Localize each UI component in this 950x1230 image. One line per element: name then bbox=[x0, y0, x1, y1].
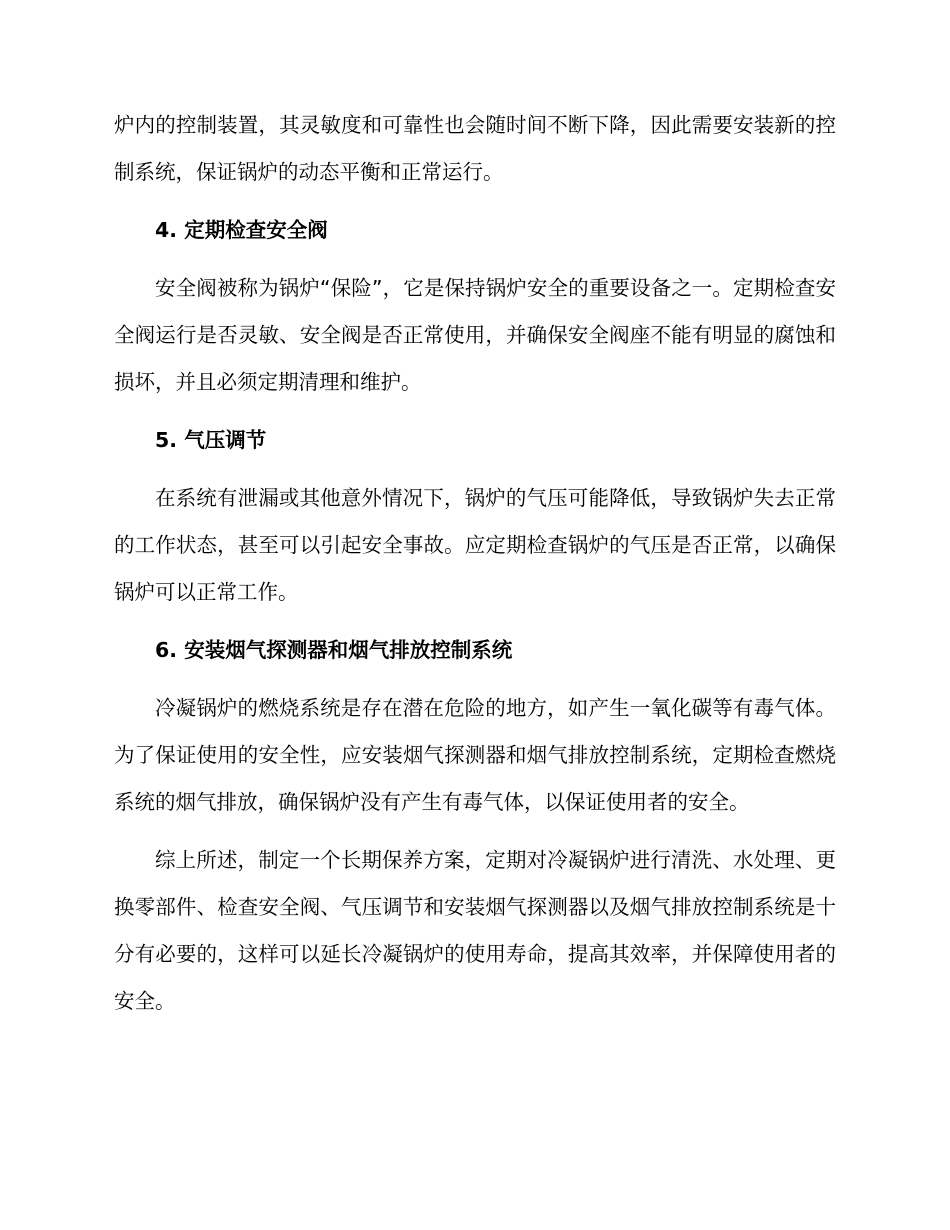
paragraph-control-system: 炉内的控制装置，其灵敏度和可靠性也会随时间不断下降，因此需要安装新的控制系统，保证锅炉的动态平衡和正常运行。 bbox=[114, 113, 836, 184]
document-page bbox=[114, 102, 836, 1036]
heading-flue-gas-detector: 6. 安装烟气探测器和烟气排放控制系统 bbox=[155, 638, 513, 662]
paragraph-pressure-regulation: 在系统有泄漏或其他意外情况下，锅炉的气压可能降低，导致锅炉失去正常的工作状态，甚至可以引起安全事故。应定期检查锅炉的气压是否正常，以确保锅炉可以正常工作。 bbox=[114, 486, 836, 604]
heading-pressure-regulation: 5. 气压调节 bbox=[155, 428, 267, 452]
paragraph-safety-valve: 安全阀被称为锅炉“保险”，它是保持锅炉安全的重要设备之一。定期检查安全阀运行是否灵敏、安全阀是否正常使用，并确保安全阀座不能有明显的腐蚀和损坏，并且必须定期清理和维护。 bbox=[114, 276, 836, 394]
paragraph-flue-gas-detector: 冷凝锅炉的燃烧系统是存在潜在危险的地方，如产生一氧化碳等有毒气体。为了保证使用的安全性，应安装烟气探测器和烟气排放控制系统，定期检查燃烧系统的烟气排放，确保锅炉没有产生有毒气体，以保证使用者的安全。 bbox=[114, 696, 836, 814]
heading-safety-valve: 4. 定期检查安全阀 bbox=[155, 218, 328, 242]
paragraph-conclusion: 综上所述，制定一个长期保养方案，定期对冷凝锅炉进行清洗、水处理、更换零部件、检查安全阀、气压调节和安装烟气探测器以及烟气排放控制系统是十分有必要的，这样可以延长冷凝锅炉的使用寿命，提高其效率，并保障使用者的安全。 bbox=[114, 848, 836, 1013]
